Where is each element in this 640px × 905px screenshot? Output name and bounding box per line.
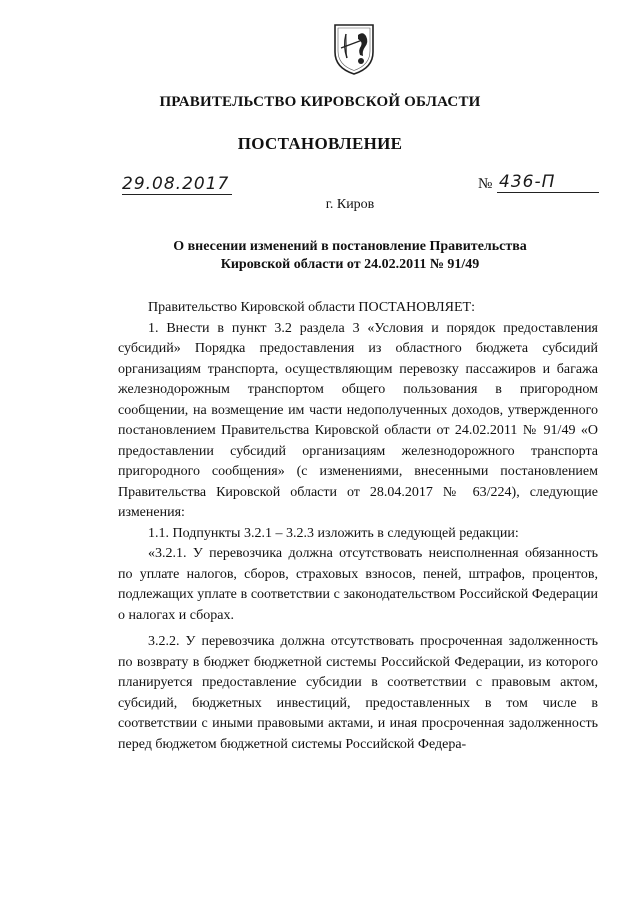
city-label: г. Киров bbox=[325, 197, 375, 212]
government-title: ПРАВИТЕЛЬСТВО КИРОВСКОЙ ОБЛАСТИ bbox=[159, 94, 481, 110]
document-type-title: ПОСТАНОВЛЕНИЕ bbox=[237, 134, 403, 153]
subject-line-1: О внесении изменений в постановление Правительства bbox=[173, 239, 527, 254]
number-sign: № bbox=[478, 176, 493, 192]
body-intro: Правительство Кировской области ПОСТАНОВЛЯЕТ: bbox=[148, 300, 475, 315]
subject-line-2: Кировской области от 24.02.2011 № 91/49 bbox=[220, 257, 480, 272]
body-paragraph-2: 1.1. Подпункты 3.2.1 – 3.2.3 изложить в следующей редакции: bbox=[148, 525, 519, 541]
document-body bbox=[118, 298, 598, 755]
body-paragraph-1: 1. Внести в пункт 3.2 раздела 3 «Условия и порядок предоставления субсидий» Порядка предоставления из областного бюджета субсидий организациям транспорта, осуществляющим перевозку пассажиров и багажа железнодорожным транспортом общего пользования в пригородном сообщении, на возмещение им части недополученных доходов, утвержденного постановлением Правительства Кировской области от 24.02.2011 № 91/49 «О предоставлении субсидий организациям железнодорожного транспорта пригородного сообщения» (с изменениями, внесенными постановлением Правительства Кировской области от 28.04.2017 № 63/224), следующие изменения: bbox=[118, 320, 598, 520]
body-paragraph-3: «3.2.1. У перевозчика должна отсутствовать неисполненная обязанность по уплате налогов, сборов, страховых взносов, пеней, штрафов, процентов, подлежащих уплате в соответствии с законодательством Российской Федерации о налогах и сборах. bbox=[118, 546, 598, 623]
document-number: 436-П bbox=[497, 172, 599, 193]
document-date: 29.08.2017 bbox=[122, 174, 232, 195]
coat-of-arms-icon bbox=[332, 22, 376, 76]
body-paragraph-4: 3.2.2. У перевозчика должна отсутствовать просроченная задолженность по возврату в бюджет бюджетной системы Российской Федерации, из которого планируется предоставление субсидии в соответствии с правовым актом, субсидий, бюджетных инвестиций, предоставленных в том числе в соответствии с иными правовыми актами, и иная просроченная задолженность перед бюджетом бюджетной системы Российской Федера- bbox=[118, 634, 598, 752]
document-subject bbox=[150, 238, 550, 274]
